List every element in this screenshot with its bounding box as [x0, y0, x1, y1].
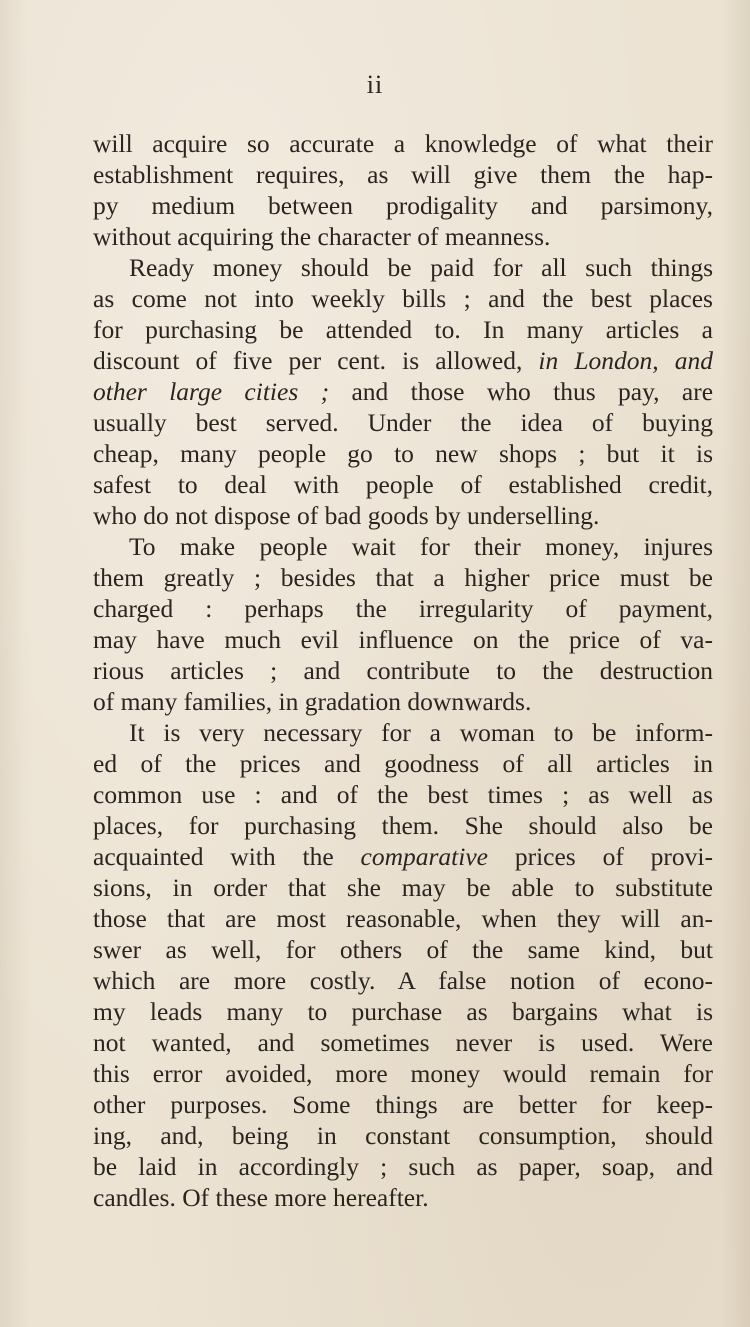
text-line: other purposes. Some things are better for keep-	[93, 1090, 713, 1119]
text-line: rious articles ; and contribute to the destruction	[93, 656, 713, 685]
text-line: Ready money should be paid for all such things	[129, 253, 713, 282]
text-line: cheap, many people go to new shops ; but it is	[93, 439, 713, 468]
text-line: swer as well, for others of the same kind, but	[93, 935, 713, 964]
text-line	[93, 841, 713, 872]
paragraph-3	[93, 531, 713, 717]
text-line: this error avoided, more money would remain for	[93, 1059, 713, 1088]
text-line: py medium between prodigality and parsimony,	[93, 191, 713, 220]
italic-segment: in London, and	[538, 346, 713, 375]
text-line: be laid in accordingly ; such as paper, soap, and	[93, 1152, 713, 1181]
text-segment: and those who thus pay, are	[351, 377, 714, 406]
text-line: as come not into weekly bills ; and the best places	[93, 284, 713, 313]
text-segment: prices of provi-	[514, 842, 714, 871]
text-line: places, for purchasing them. She should also be	[93, 811, 713, 840]
paragraph-4	[93, 717, 713, 1213]
text-line: for purchasing be attended to. In many articles a	[93, 315, 713, 344]
body-text	[93, 128, 713, 1213]
text-line: sions, in order that she may be able to substitute	[93, 873, 713, 902]
text-line: which are more costly. A false notion of econo-	[93, 966, 713, 995]
paragraph-1	[93, 128, 713, 252]
text-line: charged : perhaps the irregularity of payment,	[93, 594, 713, 623]
paragraph-2	[93, 252, 713, 531]
text-line: ing, and, being in constant consumption, should	[93, 1121, 713, 1150]
text-line: them greatly ; besides that a higher price must be	[93, 563, 713, 592]
text-line: will acquire so accurate a knowledge of what their	[93, 129, 713, 158]
text-segment: discount of five per cent. is allowed,	[93, 346, 523, 375]
text-line: who do not dispose of bad goods by underselling.	[93, 501, 600, 530]
italic-segment: other large cities ;	[93, 377, 330, 406]
text-line: of many families, in gradation downwards.	[93, 687, 532, 716]
text-segment: acquainted with the	[93, 842, 334, 871]
text-line: my leads many to purchase as bargains what is	[93, 997, 713, 1026]
page-number: ii	[366, 70, 384, 99]
text-line: may have much evil influence on the price of va-	[93, 625, 713, 654]
text-line: safest to deal with people of established credit,	[93, 470, 713, 499]
text-line	[93, 376, 713, 407]
text-line: without acquiring the character of meanness.	[93, 222, 551, 251]
text-line: those that are most reasonable, when they will an-	[93, 904, 713, 933]
text-line: not wanted, and sometimes never is used. Were	[93, 1028, 713, 1057]
text-line: candles. Of these more hereafter.	[93, 1183, 429, 1212]
text-line: establishment requires, as will give them the hap-	[93, 160, 713, 189]
text-line	[93, 345, 713, 376]
text-line: It is very necessary for a woman to be inform-	[129, 718, 713, 747]
text-line: To make people wait for their money, injures	[129, 532, 713, 561]
text-line: usually best served. Under the idea of buying	[93, 408, 713, 437]
italic-segment: comparative	[360, 842, 488, 871]
text-line: ed of the prices and goodness of all articles in	[93, 749, 713, 778]
text-line: common use : and of the best times ; as well as	[93, 780, 713, 809]
